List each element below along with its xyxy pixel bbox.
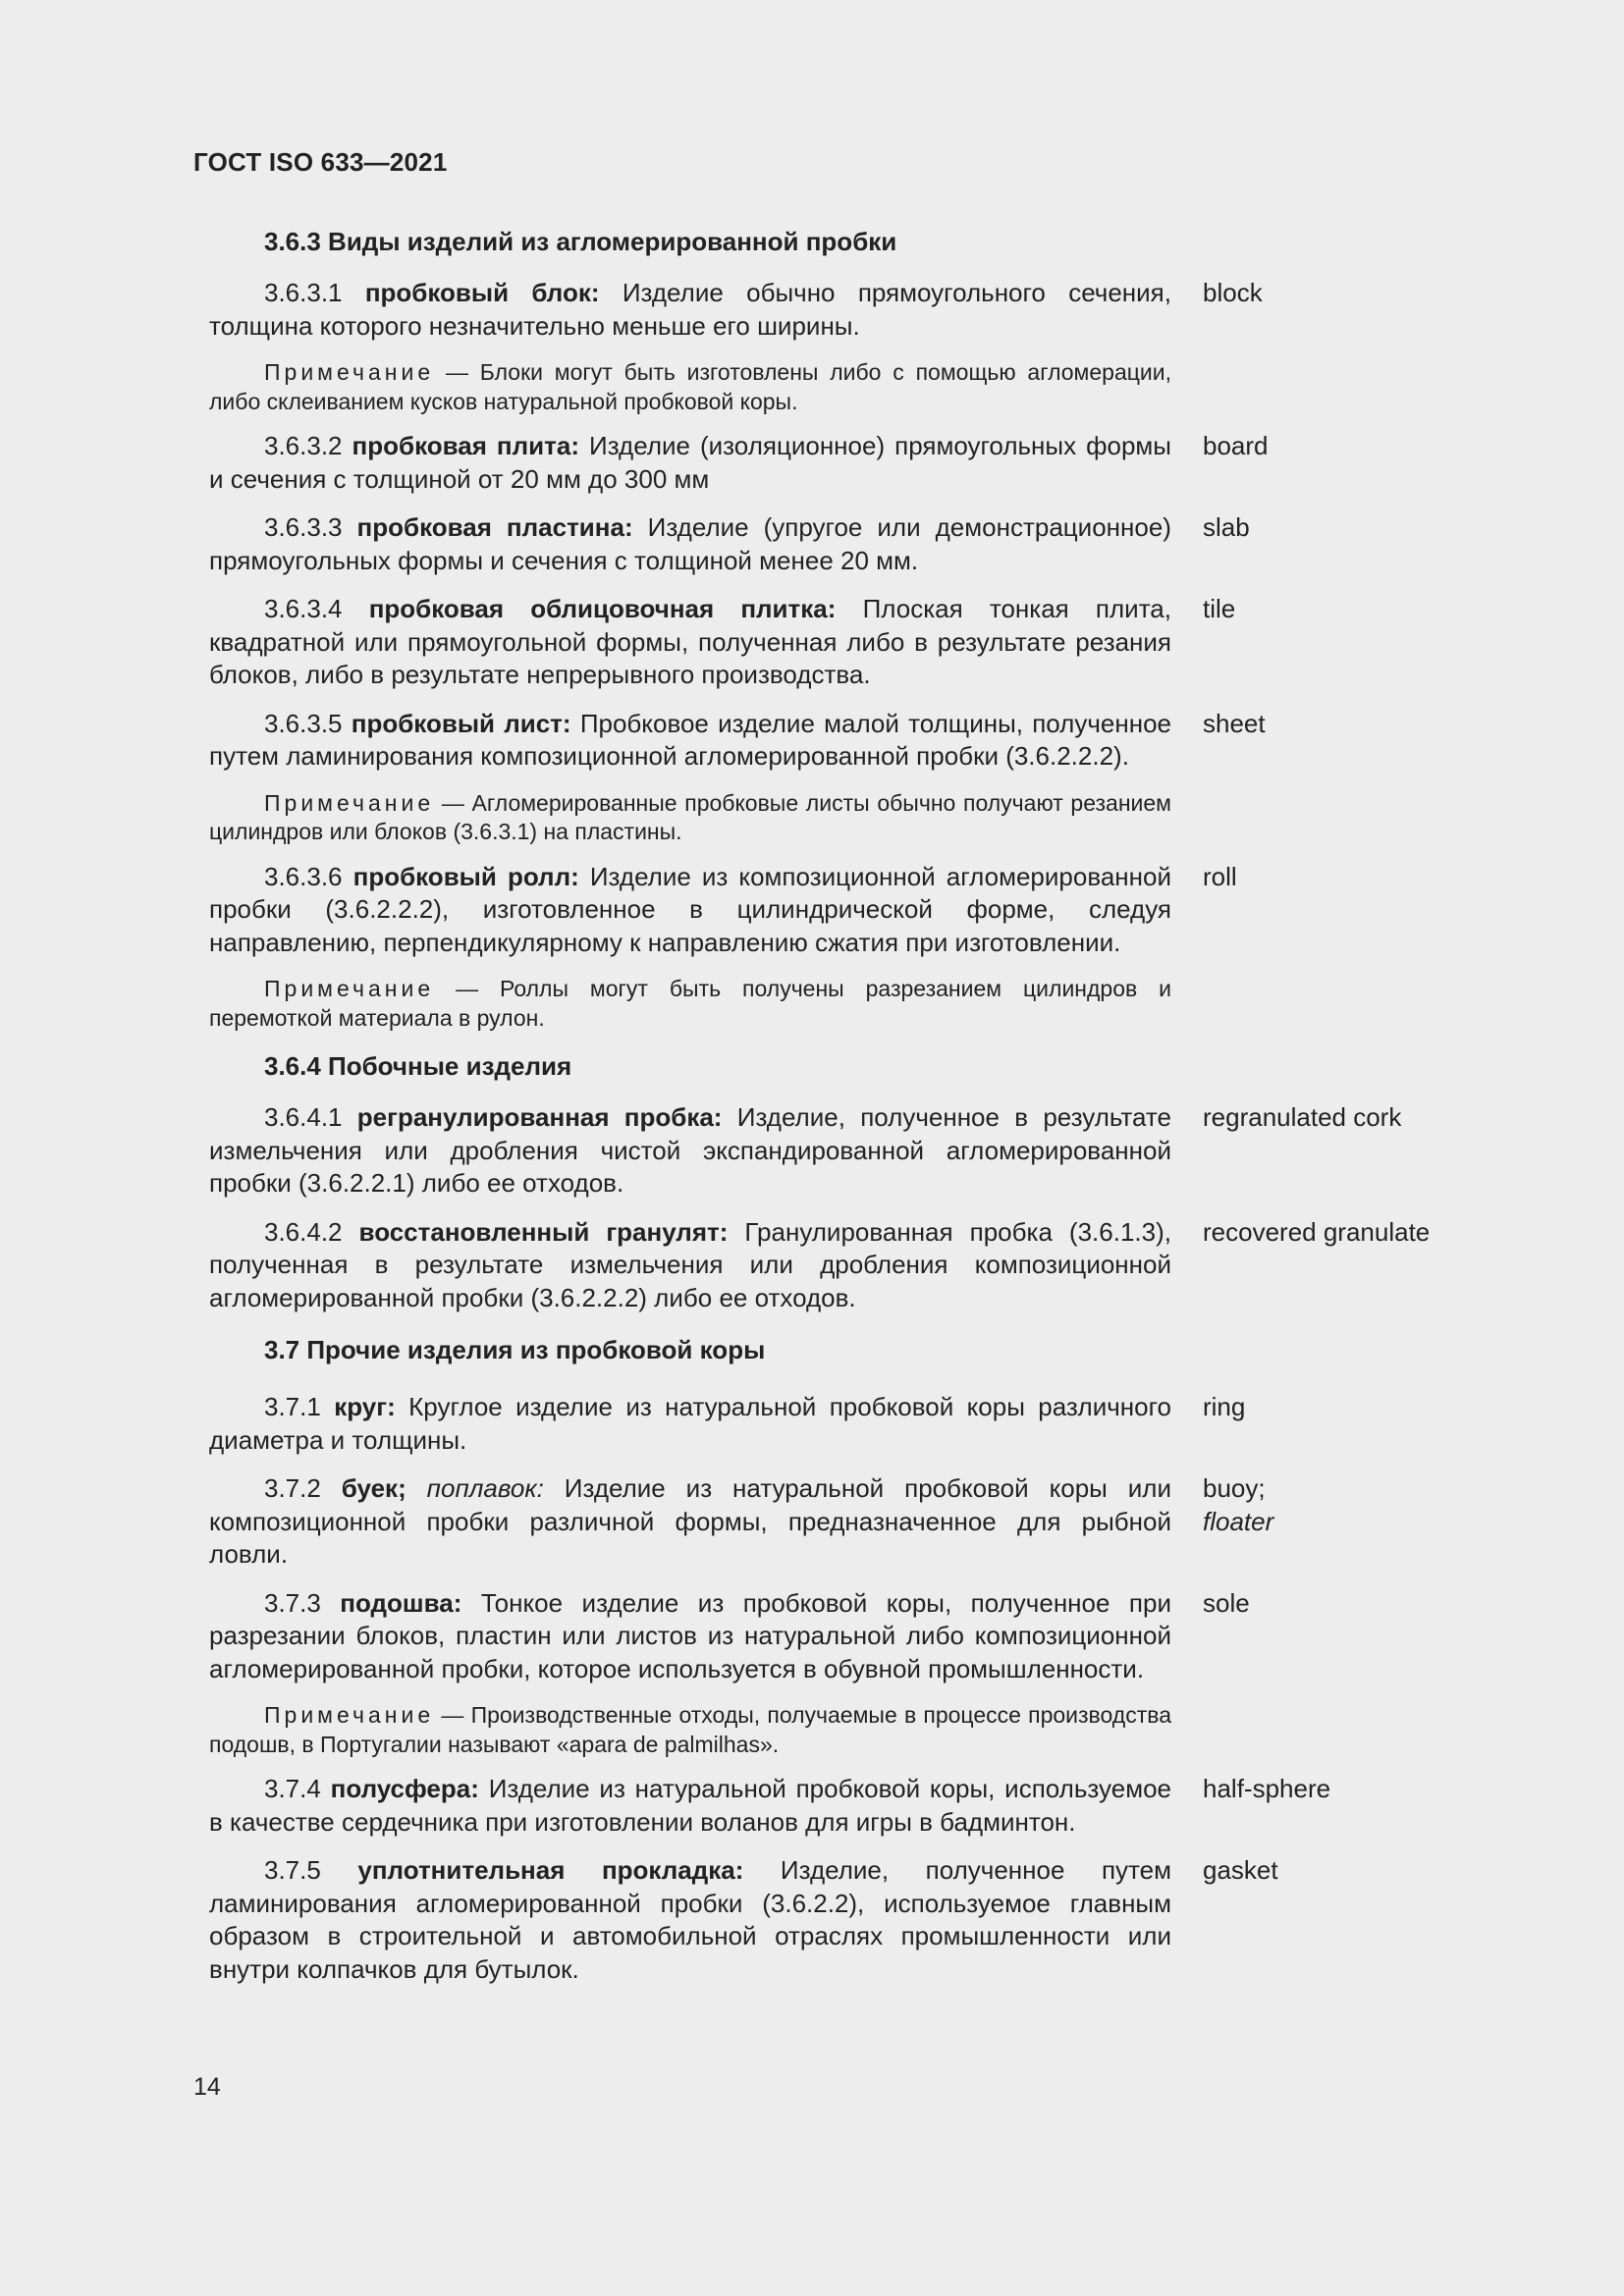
term-number: 3.7.2 [264,1473,321,1503]
term-name: пробковый ролл: [352,861,579,891]
note-text: — Агломерированные пробковые листы обычно получают резанием цилиндров или блоков (3.6.3.1) на пластины. [209,789,1171,844]
term-number: 3.6.3.6 [264,861,343,891]
note-text: — Роллы могут быть получены разрезанием цилиндров и перемоткой материала в рулон. [209,976,1172,1031]
term-english-main: buoy; [1203,1473,1266,1503]
term-entry [209,1854,1476,1986]
term-name: пробковая пластина: [356,512,633,542]
note-label: Примечание [264,1702,435,1728]
term-english: sole [1203,1587,1250,1618]
term-text: Изделие (изоляционное) прямоугольных формы и сечения с толщиной от 20 мм до 300 мм [209,431,1171,494]
term-text: Гранулированная пробка (3.6.1.3), полученная в результате измельчения или дробления композиционной агломерированной пробки (3.6.2.2.2) либо ее отходов. [209,1216,1171,1312]
section-heading: 3.7 Прочие изделия из пробковой коры [264,1335,766,1364]
term-name: круг: [334,1392,396,1421]
term-number: 3.7.3 [264,1587,321,1618]
term-name: пробковая плита: [352,431,579,460]
term-entry [209,1773,1476,1839]
term-number: 3.6.3.5 [264,708,343,738]
term-name: пробковый блок: [364,278,600,307]
term-text: Тонкое изделие из пробковой коры, полученное при разрезании блоков, пластин или листов из натуральной либо композиционной агломерированной пробки, которое используется в обувной промышленности. [209,1587,1171,1683]
term-text: Круглое изделие из натуральной пробковой коры различного диаметра и толщины. [209,1392,1171,1455]
term-text: Изделие, полученное путем ламинирования агломерированной пробки (3.6.2.2), используемое главным образом в строительной и автомобильной отраслях промышленности или внутри колпачков для бутылок. [209,1855,1171,1984]
term-number: 3.6.4.1 [264,1102,343,1132]
term-name: полусфера: [330,1774,479,1803]
term-definition [209,1101,1171,1201]
term-text: Плоская тонкая плита, квадратной или прямоугольной формы, полученная либо в результате резания блоков, либо в результате непрерывного производства. [209,594,1171,689]
document-header: ГОСТ ISO 633—2021 [193,147,448,177]
note-label: Примечание [264,359,435,385]
term-number: 3.7.5 [264,1855,321,1885]
term-entry [209,1391,1476,1457]
term-name: пробковый лист: [351,708,571,738]
term-english: block [1203,278,1263,307]
term-entry [209,277,1476,343]
section-heading: 3.6.4 Побочные изделия [264,1051,572,1081]
term-definition [209,1773,1171,1839]
term-entry [209,1587,1476,1686]
term-english: gasket [1203,1855,1278,1885]
term-text: Изделие обычно прямоугольного сечения, толщина которого незначительно меньше его ширины. [209,278,1171,341]
term-entry [209,593,1476,692]
term-text: Изделие из натуральной пробковой коры или композиционной пробки различной формы, предназначенное для рыбной ловли. [209,1473,1171,1569]
section-heading: 3.6.3 Виды изделий из агломерированной пробки [264,227,897,256]
term-english: ring [1203,1392,1246,1421]
term-number: 3.6.3.1 [264,278,343,307]
note [209,789,1171,847]
term-definition [209,861,1171,960]
note-label: Примечание [264,976,435,1001]
note-text: — Блоки могут быть изготовлены либо с помощью агломерации, либо склеиванием кусков натуральной пробковой коры. [209,359,1171,414]
note-text: — Производственные отходы, получаемые в процессе производства подошв, в Португалии называют «apara de palmilhas». [209,1702,1172,1757]
term-definition [209,1854,1171,1986]
term-entry [209,511,1476,577]
term-definition [209,277,1171,343]
term-number: 3.6.4.2 [264,1216,343,1247]
term-name: подошва: [340,1587,462,1618]
term-name: пробковая облицовочная плитка: [368,594,837,623]
term-english: tile [1203,594,1236,623]
term-definition [209,511,1171,577]
term-definition [209,1216,1171,1315]
document-body [209,222,1476,2002]
note [209,358,1171,416]
term-number: 3.6.3.2 [264,431,343,460]
term-english: slab [1203,512,1250,542]
term-definition [209,1391,1171,1457]
term-name: буек; [341,1473,406,1503]
term-name: уплотнительная прокладка: [357,1855,744,1885]
term-english: sheet [1203,708,1266,738]
page-number: 14 [193,2073,221,2101]
term-text: Изделие, полученное в результате измельчения или дробления чистой экспандированной агломерированной пробки (3.6.2.2.1) либо ее отходов. [209,1102,1172,1198]
note [209,975,1171,1033]
note-label: Примечание [264,789,435,816]
term-english: board [1203,431,1269,460]
term-alt-name: поплавок: [426,1473,544,1503]
term-english: roll [1203,861,1237,891]
term-entry [209,430,1476,496]
term-definition [209,1472,1171,1572]
term-number: 3.6.3.4 [264,594,343,623]
term-entry [209,1101,1476,1201]
term-entry [209,861,1476,960]
term-definition [209,708,1171,774]
term-english: recovered granulate [1203,1216,1431,1247]
term-text: Изделие из композиционной агломерированной пробки (3.6.2.2.2), изготовленное в цилиндрической форме, следуя направлению, перпендикулярному к направлению сжатия при изготовлении. [209,861,1172,957]
term-name: восстановленный гранулят: [358,1216,729,1247]
term-name: регранулированная пробка: [356,1102,723,1132]
term-english: regranulated cork [1203,1102,1402,1132]
term-entry [209,1472,1476,1572]
term-definition [209,1587,1171,1686]
term-definition [209,593,1171,692]
term-number: 3.7.1 [264,1392,321,1421]
term-definition [209,430,1171,496]
note [209,1701,1171,1759]
term-entry [209,1216,1476,1315]
term-english-alt: floater [1203,1506,1274,1536]
term-number: 3.6.3.3 [264,512,343,542]
term-number: 3.7.4 [264,1774,321,1803]
term-english: half-sphere [1203,1774,1331,1803]
term-english [1203,1472,1468,1572]
term-text: Изделие (упругое или демонстрационное) прямоугольных формы и сечения с толщиной менее 20 мм. [209,512,1171,575]
term-text: Изделие из натуральной пробковой коры, используемое в качестве сердечника при изготовлении воланов для игры в бадминтон. [209,1774,1171,1837]
term-text: Пробковое изделие малой толщины, полученное путем ламинирования композиционной агломерированной пробки (3.6.2.2.2). [209,708,1171,771]
term-entry [209,708,1476,774]
